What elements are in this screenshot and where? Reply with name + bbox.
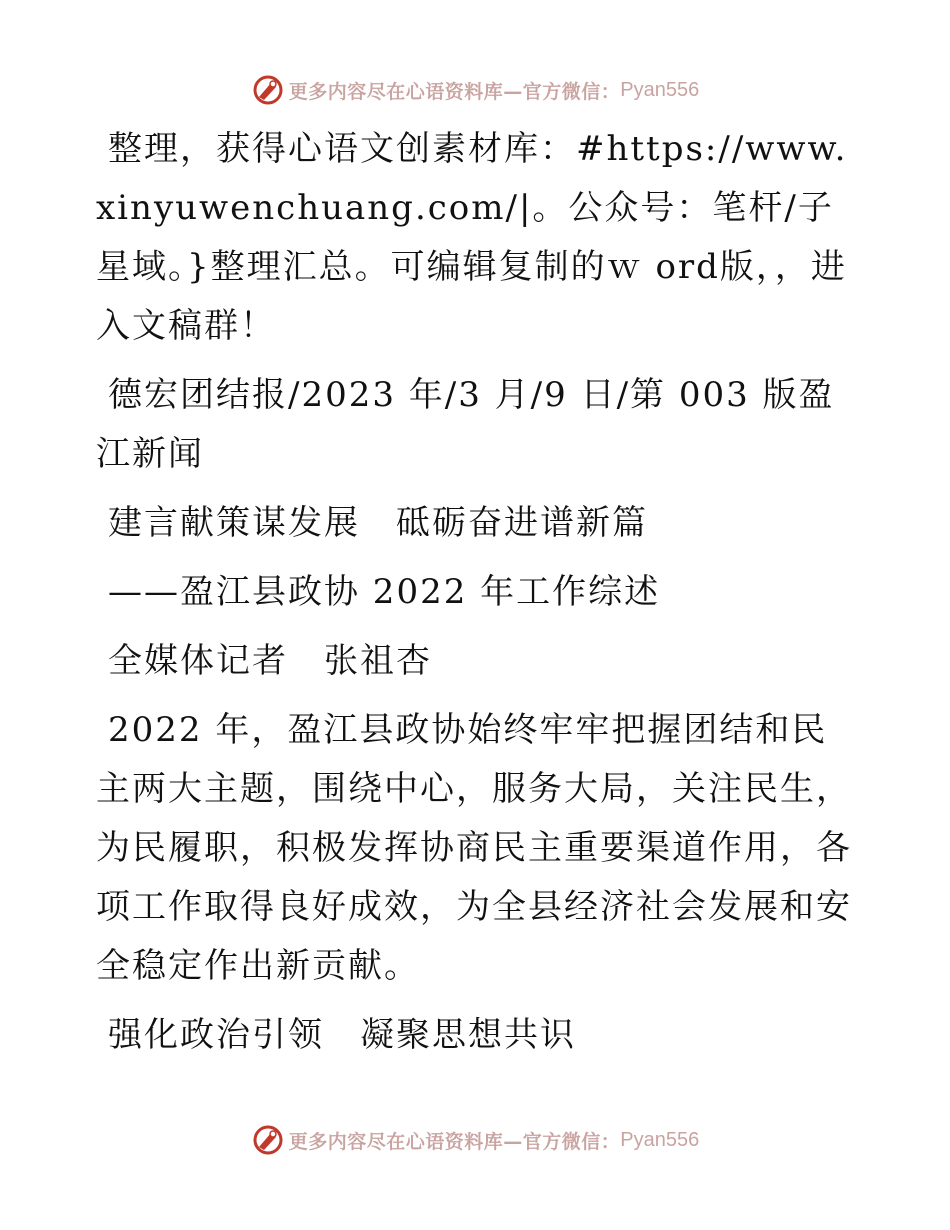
byline: 全媒体记者 张祖杏 — [108, 641, 432, 681]
section-heading: 强化政治引领 凝聚思想共识 — [108, 1015, 576, 1055]
footer-banner-text: 更多内容尽在心语资料库—官方微信： — [288, 1130, 621, 1153]
header-banner — [0, 70, 950, 110]
footer-wechat-id: Pyan556 — [620, 1128, 700, 1151]
header-wechat-id: Pyan556 — [620, 78, 700, 101]
document-body — [96, 120, 858, 1075]
footer-banner — [0, 1120, 950, 1160]
intro-paragraph: 整理，获得心语文创素材库：#https://www.xinyuwenchuang.com/|。公众号：笔杆/子星域。}整理汇总。可编辑复制的ｗ ord版，，进入文稿群！ — [96, 129, 848, 346]
body-paragraph: 2022 年，盈江县政协始终牢牢把握团结和民主两大主题，围绕中心，服务大局，关注民生，为民履职，积极发挥协商民主重要渠道作用，各项工作取得良好成效，为全县经济社会发展和安全稳定作出新贡献。 — [96, 710, 852, 986]
source-line: 德宏团结报/2023 年/3 月/9 日/第 003 版盈江新闻 — [96, 375, 835, 474]
article-title: 建言献策谋发展 砥砺奋进谱新篇 — [108, 503, 648, 543]
header-banner-text: 更多内容尽在心语资料库—官方微信： — [288, 80, 621, 103]
article-subtitle: ——盈江县政协 2022 年工作综述 — [108, 572, 661, 612]
logo-icon — [251, 1123, 285, 1157]
logo-icon — [251, 73, 285, 107]
